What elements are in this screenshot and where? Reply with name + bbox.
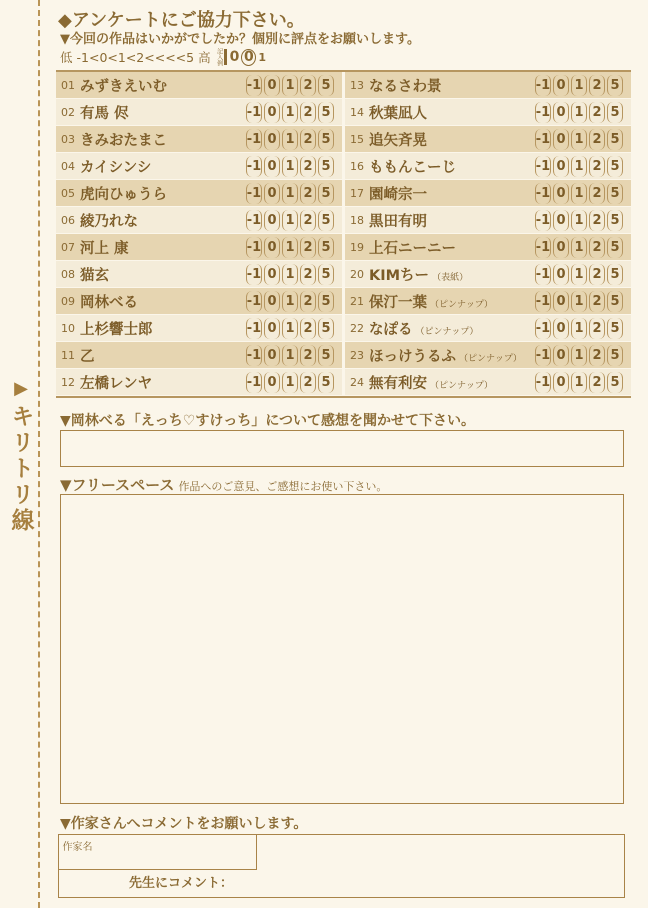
work-number: 04 <box>61 159 75 173</box>
work-row <box>345 207 631 234</box>
scale-low-label: 低 <box>60 50 73 65</box>
author-name-text: ももんこーじ <box>369 159 456 176</box>
score-option[interactable]: 0 <box>553 210 569 231</box>
score-option[interactable]: 5 <box>318 372 334 393</box>
score-option[interactable]: 0 <box>553 156 569 177</box>
score-option[interactable]: 2 <box>300 102 316 123</box>
work-author-name <box>80 75 167 96</box>
impression-title: ▼岡林べる「えっち♡すけっち」について感想を聞かせて下さい。 <box>60 413 476 429</box>
score-option[interactable]: 5 <box>607 183 623 204</box>
author-name-text: 秋葉凪人 <box>369 105 427 122</box>
score-option[interactable]: 0 <box>264 237 280 258</box>
author-name-text: 無有利安 <box>369 375 427 392</box>
score-option[interactable]: 5 <box>607 264 623 285</box>
score-options <box>244 345 334 366</box>
score-option[interactable]: -1 <box>246 372 262 393</box>
score-option[interactable]: 5 <box>318 102 334 123</box>
work-row <box>345 342 631 369</box>
work-row <box>345 234 631 261</box>
author-name-text: 保汀一葉 <box>369 294 427 311</box>
score-option[interactable]: 0 <box>264 183 280 204</box>
author-name-box[interactable] <box>58 834 257 870</box>
score-option[interactable]: -1 <box>246 183 262 204</box>
work-row <box>56 315 342 342</box>
work-row <box>56 261 342 288</box>
work-number: 14 <box>350 105 364 119</box>
work-number: 09 <box>61 294 75 308</box>
score-option[interactable]: 0 <box>553 237 569 258</box>
score-option[interactable]: 0 <box>264 210 280 231</box>
score-options <box>244 318 334 339</box>
work-author-name <box>80 345 95 366</box>
score-option[interactable]: 0 <box>264 318 280 339</box>
cut-line-border <box>38 0 40 908</box>
work-row <box>345 369 631 396</box>
free-space-heading <box>60 474 387 495</box>
work-author-name <box>369 318 478 339</box>
score-option[interactable]: 0 <box>553 75 569 96</box>
score-option[interactable]: 1 <box>282 129 298 150</box>
work-number: 19 <box>350 240 364 254</box>
score-option[interactable]: 1 <box>571 345 587 366</box>
work-author-name <box>80 372 152 393</box>
cut-line-label <box>8 378 34 534</box>
work-author-name <box>369 129 427 150</box>
score-options <box>533 318 623 339</box>
score-option[interactable]: 2 <box>300 291 316 312</box>
score-option[interactable]: -1 <box>535 210 551 231</box>
score-option[interactable]: 2 <box>300 129 316 150</box>
score-option[interactable]: 5 <box>318 183 334 204</box>
score-option[interactable]: 2 <box>589 75 605 96</box>
work-author-name <box>80 129 167 150</box>
author-name-text: カイシンシ <box>80 159 152 176</box>
score-option[interactable]: 2 <box>589 102 605 123</box>
work-author-name <box>80 210 138 231</box>
score-option[interactable]: 1 <box>571 291 587 312</box>
work-author-name <box>369 372 493 393</box>
score-option[interactable]: 1 <box>282 237 298 258</box>
rating-legend <box>60 46 268 68</box>
work-row <box>56 207 342 234</box>
score-options <box>533 372 623 393</box>
example-digit-circled: 0 <box>241 49 256 66</box>
author-name-text: 左橋レンヤ <box>80 375 153 392</box>
author-name-text: 黒田有明 <box>369 213 427 230</box>
work-author-name <box>80 237 129 258</box>
scale-values: -1<0<1<2<<<<5 <box>76 49 195 65</box>
author-name-text: きみおたまこ <box>80 132 167 149</box>
work-author-name <box>369 102 427 123</box>
score-option[interactable]: 5 <box>607 75 623 96</box>
author-name-text: 綾乃れな <box>80 213 138 230</box>
author-name-text: 上杉響士郎 <box>80 321 153 338</box>
score-option[interactable]: 1 <box>571 156 587 177</box>
work-row <box>56 153 342 180</box>
work-row <box>56 234 342 261</box>
score-option[interactable]: 1 <box>571 75 587 96</box>
score-option[interactable]: 0 <box>553 345 569 366</box>
free-space-title: ▼フリースペース <box>60 476 175 494</box>
cut-line-text: キリトリ線 <box>7 404 34 534</box>
works-rating-table <box>56 70 631 398</box>
score-option[interactable]: 1 <box>282 372 298 393</box>
work-author-name <box>369 210 427 231</box>
example-digit-plain: 1 <box>258 50 267 64</box>
author-name-label: 作家名 <box>62 841 93 853</box>
author-name-text: KIMちー <box>369 267 430 284</box>
score-option[interactable]: -1 <box>535 372 551 393</box>
work-row <box>345 72 631 99</box>
work-number: 21 <box>350 294 364 308</box>
author-name-text: 追矢斉晃 <box>369 132 427 149</box>
score-option[interactable]: -1 <box>535 318 551 339</box>
score-option[interactable]: 0 <box>553 291 569 312</box>
work-number: 18 <box>350 213 364 227</box>
work-row <box>345 153 631 180</box>
score-option[interactable]: 0 <box>264 264 280 285</box>
work-author-name <box>369 291 493 312</box>
work-author-name <box>369 237 456 258</box>
work-row <box>56 72 342 99</box>
work-author-name <box>369 156 456 177</box>
score-option[interactable]: -1 <box>535 237 551 258</box>
score-option[interactable]: -1 <box>535 102 551 123</box>
work-note: （ピンナップ） <box>459 353 522 364</box>
score-option[interactable]: 5 <box>318 318 334 339</box>
work-number: 20 <box>350 267 364 281</box>
score-option[interactable]: -1 <box>535 291 551 312</box>
score-option[interactable]: -1 <box>246 237 262 258</box>
score-option[interactable]: 0 <box>264 345 280 366</box>
score-option[interactable]: 1 <box>282 345 298 366</box>
work-number: 12 <box>61 375 75 389</box>
score-options <box>533 156 623 177</box>
score-option[interactable]: 5 <box>607 318 623 339</box>
score-option[interactable]: -1 <box>535 75 551 96</box>
score-option[interactable]: 2 <box>300 237 316 258</box>
work-number: 02 <box>61 105 75 119</box>
free-space-note: 作品へのご意見、ご感想にお使い下さい。 <box>178 480 388 493</box>
score-option[interactable]: 5 <box>318 75 334 96</box>
cut-arrow-icon: ▶ <box>14 378 28 399</box>
score-options <box>533 75 623 96</box>
score-option[interactable]: -1 <box>246 264 262 285</box>
work-number: 06 <box>61 213 75 227</box>
score-option[interactable]: -1 <box>246 102 262 123</box>
score-option[interactable]: 0 <box>553 102 569 123</box>
score-option[interactable]: 1 <box>571 264 587 285</box>
score-options <box>244 210 334 231</box>
author-name-text: なぽる <box>369 321 413 338</box>
score-option[interactable]: 2 <box>300 345 316 366</box>
score-option[interactable]: 1 <box>282 264 298 285</box>
score-option[interactable]: 1 <box>282 318 298 339</box>
work-number: 10 <box>61 321 75 335</box>
work-author-name <box>80 318 153 339</box>
score-option[interactable]: 1 <box>282 102 298 123</box>
free-space-box[interactable] <box>60 494 624 804</box>
author-name-text: 上石ニーニー <box>369 240 456 257</box>
author-name-text: みずきえいむ <box>80 78 167 95</box>
work-row <box>345 261 631 288</box>
score-option[interactable]: 0 <box>264 129 280 150</box>
score-option[interactable]: 2 <box>589 345 605 366</box>
score-option[interactable]: 1 <box>571 129 587 150</box>
work-number: 13 <box>350 78 364 92</box>
score-option[interactable]: -1 <box>535 183 551 204</box>
score-option[interactable]: 0 <box>264 102 280 123</box>
score-option[interactable]: -1 <box>246 291 262 312</box>
score-options <box>533 237 623 258</box>
score-options <box>244 291 334 312</box>
score-option[interactable]: 0 <box>553 264 569 285</box>
score-option[interactable]: 2 <box>589 156 605 177</box>
author-name-text: なるさわ景 <box>369 78 442 95</box>
author-name-text: 乙 <box>80 348 95 365</box>
score-options <box>244 237 334 258</box>
work-author-name <box>80 264 109 285</box>
score-option[interactable]: -1 <box>246 75 262 96</box>
score-option[interactable]: 1 <box>282 156 298 177</box>
score-option[interactable]: -1 <box>246 129 262 150</box>
score-option[interactable]: 5 <box>607 102 623 123</box>
score-option[interactable]: 5 <box>607 345 623 366</box>
work-number: 22 <box>350 321 364 335</box>
score-option[interactable]: 1 <box>571 183 587 204</box>
work-author-name <box>80 156 151 177</box>
impression-answer-box[interactable] <box>60 430 624 467</box>
score-option[interactable]: -1 <box>246 156 262 177</box>
comment-label: 先生にコメント： <box>129 876 234 891</box>
score-option[interactable]: -1 <box>535 345 551 366</box>
work-row <box>56 126 342 153</box>
score-option[interactable]: 5 <box>607 372 623 393</box>
work-row <box>345 315 631 342</box>
scale-high-label: 高 <box>198 50 211 65</box>
score-option[interactable]: 2 <box>589 372 605 393</box>
author-name-text: 河上 康 <box>80 240 129 257</box>
score-options <box>533 264 623 285</box>
score-option[interactable]: 5 <box>318 210 334 231</box>
work-row <box>345 99 631 126</box>
work-number: 15 <box>350 132 364 146</box>
score-option[interactable]: -1 <box>535 264 551 285</box>
author-name-text: ほっけうるふ <box>369 348 456 365</box>
score-option[interactable]: 0 <box>264 75 280 96</box>
work-number: 01 <box>61 78 75 92</box>
score-option[interactable]: 2 <box>589 264 605 285</box>
score-option[interactable]: 0 <box>553 372 569 393</box>
works-column-right <box>345 72 631 396</box>
score-options <box>244 372 334 393</box>
score-option[interactable]: 0 <box>264 156 280 177</box>
work-row <box>345 180 631 207</box>
score-option[interactable]: 0 <box>264 291 280 312</box>
score-option[interactable]: 1 <box>571 237 587 258</box>
work-number: 11 <box>61 348 75 362</box>
work-author-name <box>80 102 129 123</box>
score-option[interactable]: -1 <box>246 318 262 339</box>
score-option[interactable]: 1 <box>571 318 587 339</box>
score-option[interactable]: 2 <box>300 183 316 204</box>
author-name-text: 猫玄 <box>80 267 109 284</box>
work-number: 16 <box>350 159 364 173</box>
work-number: 23 <box>350 348 364 362</box>
score-option[interactable]: 5 <box>318 156 334 177</box>
score-option[interactable]: 2 <box>300 75 316 96</box>
score-option[interactable]: 0 <box>553 129 569 150</box>
score-option[interactable]: 1 <box>571 102 587 123</box>
author-name-text: 虎向ひゅうら <box>80 186 167 203</box>
work-number: 07 <box>61 240 75 254</box>
score-option[interactable]: 2 <box>589 291 605 312</box>
score-options <box>533 345 623 366</box>
score-option[interactable]: 1 <box>571 210 587 231</box>
score-option[interactable]: 1 <box>571 372 587 393</box>
score-option[interactable]: 2 <box>300 210 316 231</box>
work-row <box>56 369 342 396</box>
work-author-name <box>80 291 138 312</box>
work-author-name <box>369 75 442 96</box>
score-option[interactable]: 5 <box>318 237 334 258</box>
score-option[interactable]: 2 <box>589 210 605 231</box>
score-option[interactable]: 0 <box>553 318 569 339</box>
work-row <box>345 288 631 315</box>
work-row <box>56 180 342 207</box>
score-option[interactable]: 0 <box>553 183 569 204</box>
score-option[interactable]: 5 <box>318 291 334 312</box>
work-number: 17 <box>350 186 364 200</box>
score-options <box>244 183 334 204</box>
work-note: （ピンナップ） <box>430 380 493 391</box>
example-bar-icon <box>224 49 227 65</box>
score-options <box>244 75 334 96</box>
score-option[interactable]: 1 <box>282 75 298 96</box>
score-option[interactable]: -1 <box>535 129 551 150</box>
score-option[interactable]: 5 <box>318 345 334 366</box>
work-row <box>56 288 342 315</box>
score-options <box>244 102 334 123</box>
author-name-text: 岡林べる <box>80 294 138 311</box>
score-option[interactable]: 5 <box>607 156 623 177</box>
author-name-text: 園崎宗一 <box>369 186 427 203</box>
work-number: 03 <box>61 132 75 146</box>
work-author-name <box>80 183 167 204</box>
example-label: 記入例 <box>215 48 223 66</box>
score-options <box>533 102 623 123</box>
score-option[interactable]: -1 <box>246 345 262 366</box>
score-option[interactable]: 2 <box>300 156 316 177</box>
rating-instruction: ▼今回の作品はいかがでしたか？個別に評点をお願いします。 <box>60 32 420 47</box>
work-row <box>345 126 631 153</box>
author-comment-title: ▼作家さんへコメントをお願いします。 <box>60 816 308 832</box>
score-option[interactable]: 2 <box>589 237 605 258</box>
score-option[interactable]: 0 <box>264 372 280 393</box>
score-options <box>533 183 623 204</box>
score-options <box>533 129 623 150</box>
work-author-name <box>369 264 468 285</box>
score-option[interactable]: 2 <box>589 318 605 339</box>
work-note: （ピンナップ） <box>430 299 493 310</box>
score-option[interactable]: 5 <box>607 291 623 312</box>
score-option[interactable]: 5 <box>318 129 334 150</box>
score-option[interactable]: -1 <box>535 156 551 177</box>
survey-title: ◆アンケートにご協力下さい。 <box>58 10 305 31</box>
author-name-text: 有馬 侭 <box>80 105 129 122</box>
work-author-name <box>369 345 522 366</box>
score-option[interactable]: 1 <box>282 291 298 312</box>
work-note: （表紙） <box>432 272 469 283</box>
work-number: 05 <box>61 186 75 200</box>
score-option[interactable]: 1 <box>282 183 298 204</box>
score-option[interactable]: 1 <box>282 210 298 231</box>
work-author-name <box>369 183 427 204</box>
score-option[interactable]: 2 <box>589 129 605 150</box>
works-column-left <box>56 72 342 396</box>
score-options <box>244 156 334 177</box>
work-note: （ピンナップ） <box>415 326 479 337</box>
work-number: 08 <box>61 267 75 281</box>
score-options <box>533 291 623 312</box>
score-option[interactable]: 2 <box>589 183 605 204</box>
work-number: 24 <box>350 375 364 389</box>
score-option[interactable]: 5 <box>607 210 623 231</box>
score-option[interactable]: 5 <box>318 264 334 285</box>
score-option[interactable]: 2 <box>300 372 316 393</box>
score-option[interactable]: -1 <box>246 210 262 231</box>
score-option[interactable]: 5 <box>607 129 623 150</box>
score-options <box>533 210 623 231</box>
work-row <box>56 99 342 126</box>
score-option[interactable]: 2 <box>300 318 316 339</box>
score-option[interactable]: 2 <box>300 264 316 285</box>
score-options <box>244 264 334 285</box>
score-option[interactable]: 5 <box>607 237 623 258</box>
example-digit-check: 0 <box>229 49 240 65</box>
work-row <box>56 342 342 369</box>
author-comment-box[interactable] <box>58 834 625 898</box>
score-options <box>244 129 334 150</box>
